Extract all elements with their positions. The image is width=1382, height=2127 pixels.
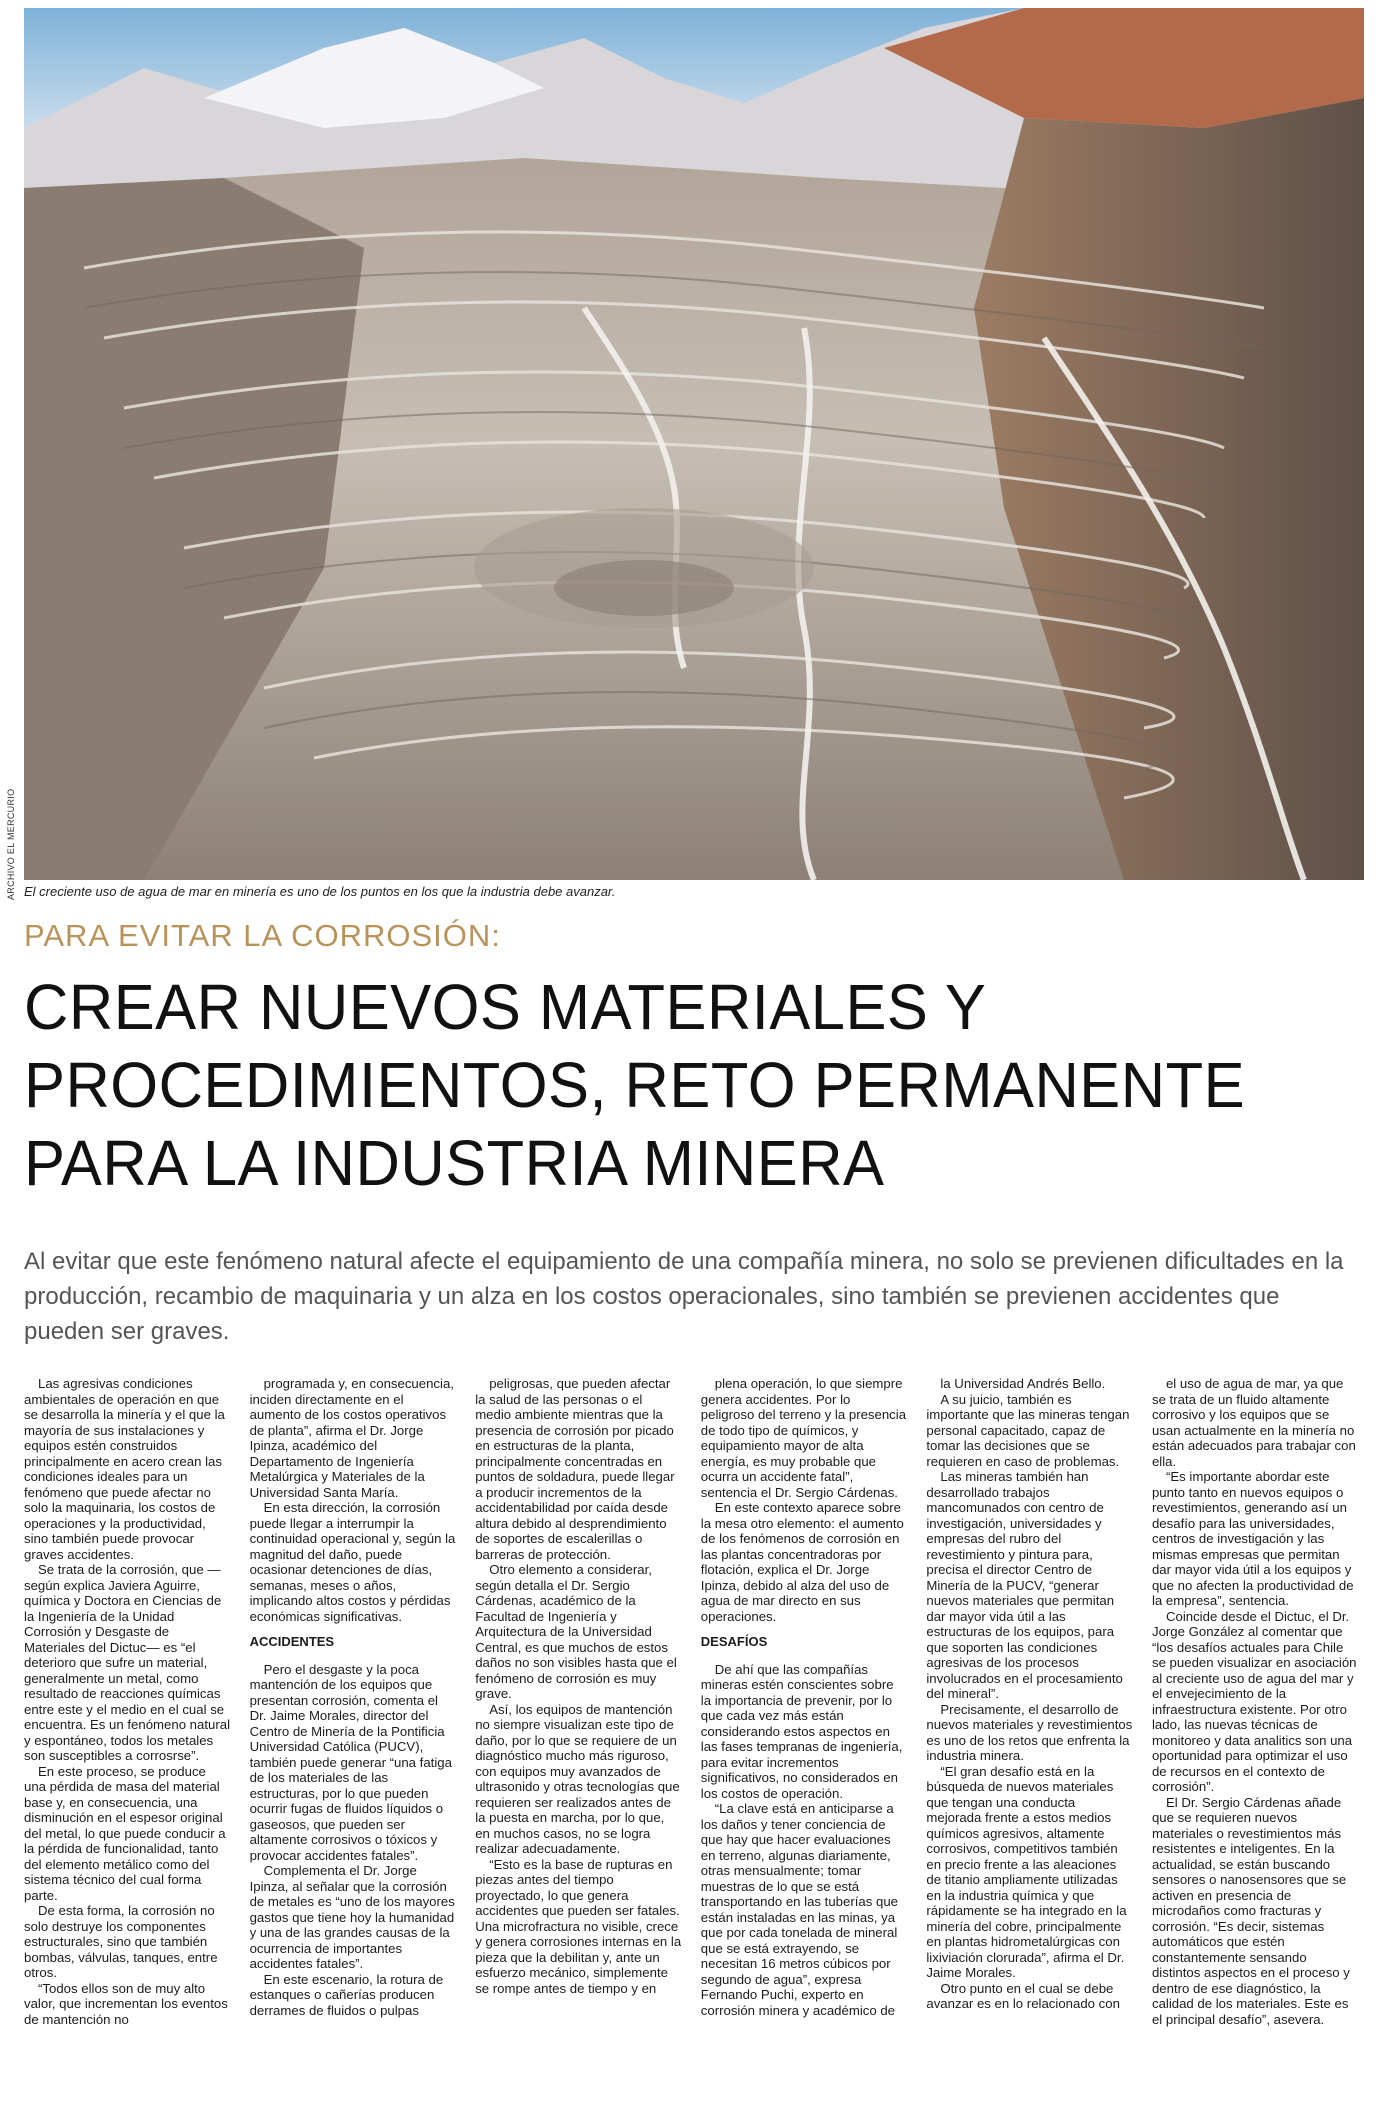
article-paragraph: Así, los equipos de mantención no siempre visualizan este tipo de daño, por lo que se requiere de un diagnóstico mucho más riguroso, con equipos muy avanzados de ultrasonido y otras tecnologías que requieren ser realizados antes de la puesta en marcha, por lo que, en muchos casos, no se logra realizar adecuadamente. (475, 1701, 680, 1856)
mine-photo (24, 8, 1364, 880)
headline-line: PROCEDIMIENTOS, RETO PERMANENTE (24, 1049, 1246, 1121)
article-column (926, 1376, 1132, 2116)
section-subheading: ACCIDENTES (249, 1634, 335, 1649)
article-paragraph: peligrosas, que pueden afectar la salud de las personas o el medio ambiente mientras que la presencia de corrosión por picado en estructuras de la planta, principalmente concentradas en puntos de soldadura, puede llegar a producir incrementos de la accidentabilidad por caída desde altura debido al desprendimiento de soportes de escalerillas o barreras de protección. (475, 1376, 675, 1562)
article-paragraph: Complementa el Dr. Jorge Ipinza, al señalar que la corrosión de metales es “uno de los mayores gastos que tiene hoy la humanidad y una de las grandes causas de la ocurrencia de importantes accidentes fatales”. (249, 1863, 455, 1971)
article-paragraph: El Dr. Sergio Cárdenas añade que se requieren nuevos materiales o revestimientos más resistentes e inteligentes. En la actualidad, se están buscando sensores o nanosensores que se activen en presencia de microdaños como fracturas y corrosión. “Es decir, sistemas automáticos que estén constantemente sensando distintos aspectos en el proceso y dentro de ese diagnóstico, la calidad de los materiales. Este es el principal desafío”, asevera. (1151, 1794, 1350, 2027)
article-body (24, 1376, 1358, 2116)
article-paragraph: Las mineras también han desarrollado trabajos mancomunados con centro de investigación, universidades y empresas del rubro del revestimiento y pintura para, precisa el director Centro de Minería de la PUCV, “generar nuevos materiales que permitan dar mayor vida útil a las estructuras de los equipos, para que soporten las condiciones agresivas de los procesos involucrados en el procesamiento del mineral”. (926, 1469, 1123, 1701)
article-paragraph: programada y, en consecuencia, inciden directamente en el aumento de los costos operativos de planta”, afirma el Dr. Jorge Ipinza, académico del Departamento de Ingeniería Metalúrgica y Materiales de la Universidad Santa María. (249, 1376, 454, 1500)
article-paragraph: En este proceso, se produce una pérdida de masa del material base y, en consecuencia, una disminución en el espesor original del metal, lo que puede conducir a la pérdida de funcionalidad, tanto del elemento metálico como del sistema técnico del cual forma parte. (24, 1763, 226, 1903)
article-paragraph: Precisamente, el desarrollo de nuevos materiales y revestimientos es uno de los retos que enfrenta la industria minera. (926, 1701, 1133, 1763)
headline-line: CREAR NUEVOS MATERIALES Y (24, 971, 987, 1043)
article-paragraph: Se trata de la corrosión, que —según explica Javiera Aguirre, química y Doctora en Ciencias de la Ingeniería de la Unidad Corrosión y Desgaste de Materiales del Dictuc— es “el deterioro que sufre un material, generalmente un metal, como resultado de reacciones químicas entre este y el medio en el cual se encuentra. Es un fenómeno natural y espontáneo, todos los metales son susceptibles a corrosrse”. (24, 1562, 230, 1763)
open-pit-mine-illustration (24, 8, 1364, 880)
article-column (475, 1376, 681, 2116)
article-paragraph: Otro elemento a considerar, según detalla el Dr. Sergio Cárdenas, académico de la Facultad de Ingeniería y Arquitectura de la Universidad Central, es que muchos de estos daños no son visibles hasta que el fenómeno de corrosión es muy grave. (475, 1562, 677, 1701)
article-paragraph: Pero el desgaste y la poca mantención de los equipos que presentan corrosión, comenta el Dr. Jaime Morales, director del Centro de Minería de la Pontificia Universidad Católica (PUCV), también puede generar “una fatiga de los materiales de las estructuras, por lo que pueden ocurrir fugas de fluidos líquidos o gaseosos, que pueden ser altamente corrosivos o tóxicos y provocar accidentes fatales”. (249, 1661, 452, 1863)
article-paragraph: De ahí que las compañías mineras estén conscientes sobre la importancia de prevenir, por lo que cada vez más están considerando estos aspectos en las fases tempranas de ingeniería, para evitar incrementos significativos, no considerados en los costos de operación. (700, 1661, 903, 1801)
section-subheading: DESAFÍOS (700, 1634, 768, 1649)
article-kicker: PARA EVITAR LA CORROSIÓN: (24, 918, 501, 953)
article-paragraph: A su juicio, también es importante que las mineras tengan personal capacitado, capaz de tomar las decisiones que se requieren en caso de problemas. (926, 1391, 1130, 1469)
article-paragraph: Coincide desde el Dictuc, el Dr. Jorge González al comentar que “los desafíos actuales para Chile se pueden visualizar en asociación al creciente uso de agua del mar y el envejecimiento de la infraestructura existente. Por otro lado, las nuevas técnicas de monitoreo y data analitics son una oportunidad para optimizar el uso de recursos en el contexto de corrosión”. (1151, 1608, 1357, 1794)
photo-credit-text: ARCHIVO EL MERCURIO (6, 788, 16, 900)
article-paragraph: “El gran desafío está en la búsqueda de nuevos materiales que tengan una conducta mejorada frente a estos medios químicos agresivos, altamente corrosivos, competitivos también en precio frente a las aleaciones de titanio ampliamente utilizadas en la industria química y que rápidamente se ha integrado en la minería del cobre, principalmente en plantas hidrometalúrgicas con lixiviación clorurada”, afirma el Dr. Jaime Morales. (926, 1763, 1127, 1980)
article-paragraph: el uso de agua de mar, ya que se trata de un fluido altamente corrosivo y los equipos que se usan actualmente en la minería no están adecuados para trabajar con ella. (1151, 1376, 1356, 1469)
article-paragraph: Las agresivas condiciones ambientales de operación en que se desarrolla la minería y el que la mayoría de sus instalaciones y equipos estén construidos principalmente en acero crean las condiciones ideales para un fenómeno que puede afectar no solo la maquinaria, los costos de operaciones y la productividad, sino también puede provocar graves accidentes. (24, 1376, 225, 1562)
article-column (24, 1376, 230, 2116)
article-headline (24, 968, 1310, 1202)
article-paragraph: plena operación, lo que siempre genera accidentes. Por lo peligroso del terreno y la presencia de todo tipo de químicos, y equipamiento mayor de alta energía, es muy probable que ocurra un accidente fatal”, sentencia el Dr. Sergio Cárdenas. (700, 1376, 907, 1500)
article-paragraph: En este contexto aparece sobre la mesa otro elemento: el aumento de los fenómenos de corrosión en las plantas concentradoras por flotación, explica el Dr. Jorge Ipinza, debido al alza del uso de agua de mar directo en sus operaciones. (700, 1500, 904, 1624)
article-paragraph: En esta dirección, la corrosión puede llegar a interrumpir la continuidad operacional y, según la magnitud del daño, puede ocasionar detenciones de días, semanas, meses o años, implicando altos costos y pérdidas económicas significativas. (249, 1500, 456, 1624)
article-column (1152, 1376, 1358, 2116)
article-column (250, 1376, 456, 2116)
article-paragraph: “Todos ellos son de muy alto valor, que incrementan los eventos de mantención no (24, 1980, 228, 2027)
article-column (701, 1376, 907, 2116)
article-paragraph: “Esto es la base de rupturas en piezas antes del tiempo proyectado, lo que genera accidentes que pueden ser fatales. Una microfractura no visible, crece y genera corrosiones internas en la pieza que la debilitan y, ante un esfuerzo mecánico, simplemente se rompe antes de tiempo y en (475, 1856, 682, 1996)
article-paragraph: la Universidad Andrés Bello. (940, 1376, 1106, 1391)
article-paragraph: Otro punto en el cual se debe avanzar es en lo relacionado con (926, 1980, 1120, 2011)
article-paragraph: “La clave está en anticiparse a los daños y tener conciencia de que hay que hacer evaluaciones en terreno, algunas diariamente, otras mensualmente; tomar muestras de lo que se está transportando en las tuberías que están instaladas en las minas, ya que por cada tonelada de mineral que se está extrayendo, se necesitan 16 metros cúbicos por segundo de agua”, expresa Fernando Puchi, experto en corrosión minera y académico de (700, 1801, 898, 2018)
photo-caption: El creciente uso de agua de mar en minería es uno de los puntos en los que la industria debe avanzar. (24, 884, 616, 899)
article-paragraph: En este escenario, la rotura de estanques o cañerías producen derrames de fluidos o pulpas (249, 1971, 444, 2018)
article-paragraph: De esta forma, la corrosión no solo destruye los componentes estructurales, sino que también bombas, válvulas, tanques, entre otros. (24, 1903, 218, 1980)
article-deck: Al evitar que este fenómeno natural afecte el equipamiento de una compañía minera, no solo se previenen dificultades en la producción, recambio de maquinaria y un alza en los costos operacionales, sino también se previenen accidentes que pueden ser graves. (24, 1248, 1344, 1345)
headline-line: PARA LA INDUSTRIA MINERA (24, 1127, 885, 1199)
photo-credit (6, 760, 20, 900)
article-paragraph: “Es importante abordar este punto tanto en nuevos equipos o revestimientos, generando así un desafío para las universidades, centros de investigación y las mismas empresas que permitan dar mayor vida útil a los equipos y que no afecten la productividad de la empresa”, sentencia. (1151, 1469, 1354, 1608)
